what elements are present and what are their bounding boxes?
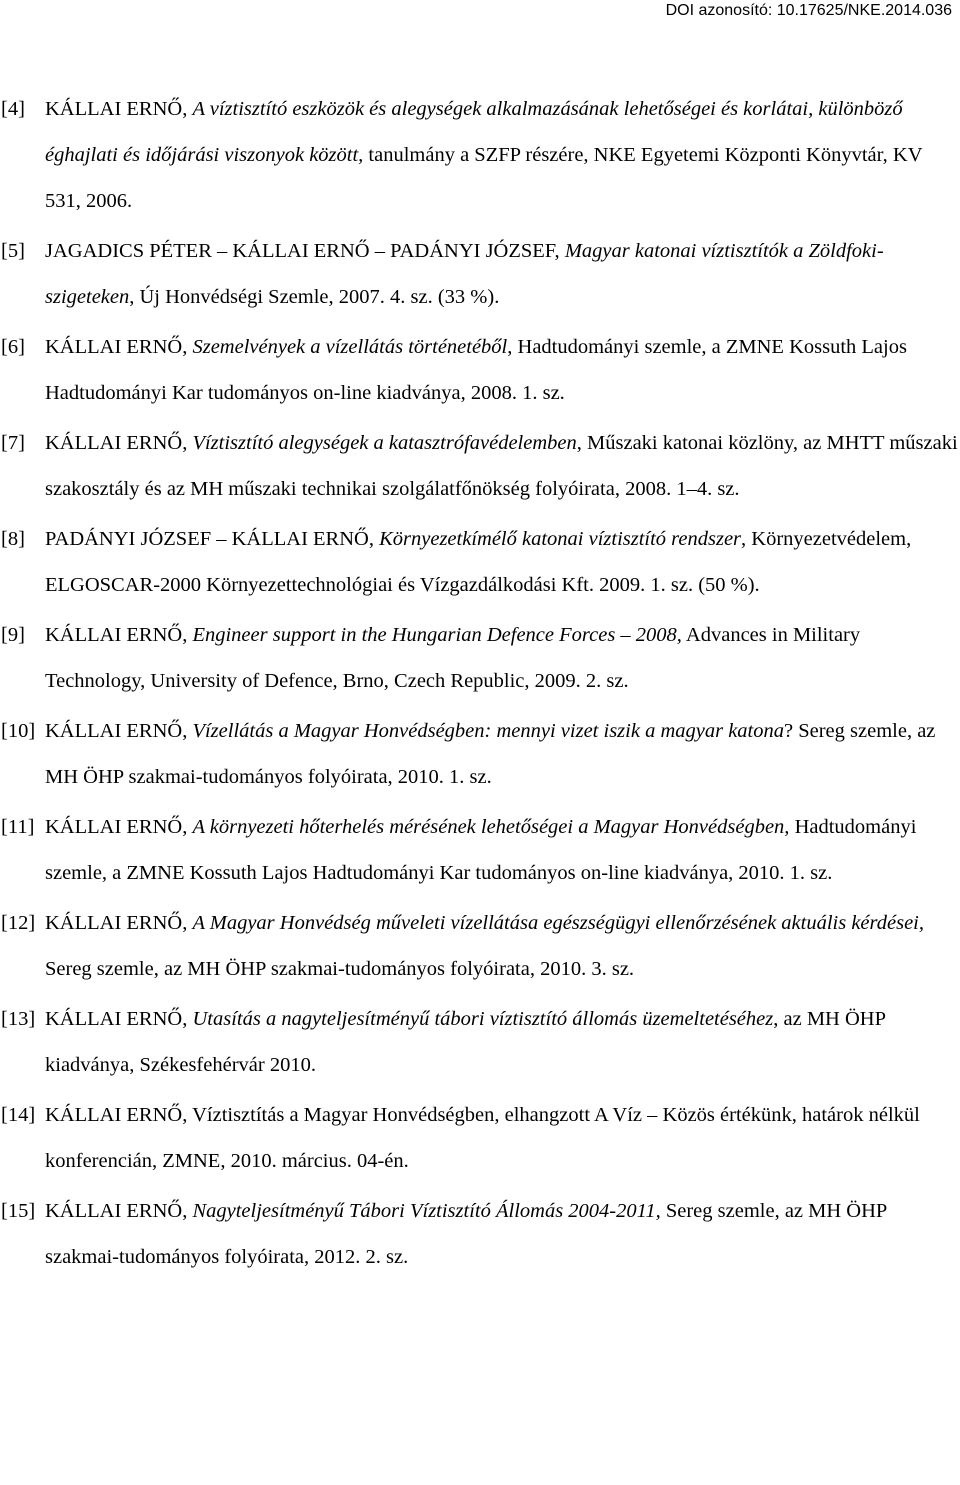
reference-item (0, 420, 960, 512)
reference-author: KÁLLAI ERNŐ, (45, 336, 193, 358)
reference-number: [11] (1, 816, 35, 838)
reference-number: [15] (1, 1200, 36, 1222)
reference-details: Sereg szemle, az MH ÖHP szakmai-tudományos folyóirata, 2010. 3. sz. (45, 958, 635, 980)
reference-item (0, 804, 960, 896)
reference-item (0, 996, 960, 1088)
reference-details: ? Sereg szemle, az MH ÖHP szakmai-tudományos folyóirata, 2010. 1. sz. (45, 720, 936, 788)
reference-number: [4] (1, 98, 25, 120)
reference-title: Engineer support in the Hungarian Defence Forces – 2008, (192, 624, 682, 646)
reference-details: , Hadtudományi szemle, a ZMNE Kossuth Lajos Hadtudományi Kar tudományos on-line kiadványa, 2008. 1. sz. (45, 336, 907, 404)
reference-title: Vízellátás a Magyar Honvédségben: mennyi vizet iszik a magyar katona (192, 720, 784, 742)
reference-details: , az MH ÖHP kiadványa, Székesfehérvár 2010. (45, 1008, 886, 1076)
reference-details: Sereg szemle, az MH ÖHP szakmai-tudományos folyóirata, 2012. 2. sz. (45, 1200, 887, 1268)
reference-author: KÁLLAI ERNŐ, (45, 1200, 193, 1222)
reference-title: Nagyteljesítményű Tábori Víztisztító Állomás 2004-2011, (192, 1200, 661, 1222)
reference-details: , Új Honvédségi Szemle, 2007. 4. sz. (33 %). (129, 286, 500, 308)
reference-author: KÁLLAI ERNŐ, (45, 816, 193, 838)
reference-author: JAGADICS PÉTER – KÁLLAI ERNŐ – PADÁNYI JÓZSEF, (45, 240, 565, 262)
reference-details: Advances in Military Technology, University of Defence, Brno, Czech Republic, 2009. 2. sz. (45, 624, 861, 692)
reference-item (0, 324, 960, 416)
reference-item (0, 1092, 960, 1184)
reference-number: [13] (1, 1008, 36, 1030)
reference-title: A Magyar Honvédség műveleti vízellátása egészségügyi ellenőrzésének aktuális kérdései, (192, 912, 924, 934)
reference-item (0, 612, 960, 704)
reference-author: KÁLLAI ERNŐ, (45, 1104, 193, 1126)
reference-author: KÁLLAI ERNŐ, (45, 1008, 193, 1030)
reference-title: A környezeti hőterhelés mérésének lehetőségei a Magyar Honvédségben, (192, 816, 790, 838)
reference-number: [9] (1, 624, 25, 646)
reference-details: tanulmány a SZFP részére, NKE Egyetemi Központi Könyvtár, KV 531, 2006. (45, 144, 923, 212)
reference-item (0, 228, 960, 320)
reference-details: , Műszaki katonai közlöny, az MHTT műszaki szakosztály és az MH műszaki technikai szolgálatfőnökség folyóirata, 2008. 1–4. sz. (45, 432, 958, 500)
reference-item (0, 708, 960, 800)
reference-item (0, 86, 960, 224)
reference-title: A víztisztító eszközök és alegységek alkalmazásának lehetőségei és korlátai, különböző éghajlati és időjárási viszonyok között, (45, 98, 903, 166)
reference-title: Magyar katonai víztisztítók a Zöldfoki-szigeteken (45, 240, 884, 308)
reference-author: KÁLLAI ERNŐ, (45, 432, 193, 454)
doi-header: DOI azonosító: 10.17625/NKE.2014.036 (665, 2, 952, 19)
reference-number: [6] (1, 336, 25, 358)
reference-list (0, 86, 960, 1284)
reference-details: Víztisztítás a Magyar Honvédségben, elhangzott A Víz – Közös értékünk, határok nélkül konferencián, ZMNE, 2010. március. 04-én. (45, 1104, 920, 1172)
reference-author: PADÁNYI JÓZSEF – KÁLLAI ERNŐ, (45, 528, 380, 550)
reference-item (0, 1188, 960, 1280)
reference-number: [12] (1, 912, 36, 934)
reference-details: , Környezetvédelem, ELGOSCAR-2000 Környezettechnológiai és Vízgazdálkodási Kft. 2009. 1. sz. (50 %). (45, 528, 912, 596)
reference-author: KÁLLAI ERNŐ, (45, 720, 193, 742)
reference-number: [5] (1, 240, 25, 262)
reference-number: [7] (1, 432, 25, 454)
reference-item (0, 516, 960, 608)
reference-number: [14] (1, 1104, 36, 1126)
reference-title: Környezetkímélő katonai víztisztító rendszer (379, 528, 742, 550)
reference-details: Hadtudományi szemle, a ZMNE Kossuth Lajos Hadtudományi Kar tudományos on-line kiadványa, 2010. 1. sz. (45, 816, 917, 884)
reference-item (0, 900, 960, 992)
reference-number: [8] (1, 528, 25, 550)
reference-title: Víztisztító alegységek a katasztrófavédelemben (192, 432, 577, 454)
reference-number: [10] (1, 720, 36, 742)
reference-title: Szemelvények a vízellátás történetéből (192, 336, 508, 358)
reference-author: KÁLLAI ERNŐ, (45, 912, 193, 934)
reference-author: KÁLLAI ERNŐ, (45, 98, 193, 120)
reference-title: Utasítás a nagyteljesítményű tábori víztisztító állomás üzemeltetéséhez (192, 1008, 774, 1030)
reference-author: KÁLLAI ERNŐ, (45, 624, 193, 646)
